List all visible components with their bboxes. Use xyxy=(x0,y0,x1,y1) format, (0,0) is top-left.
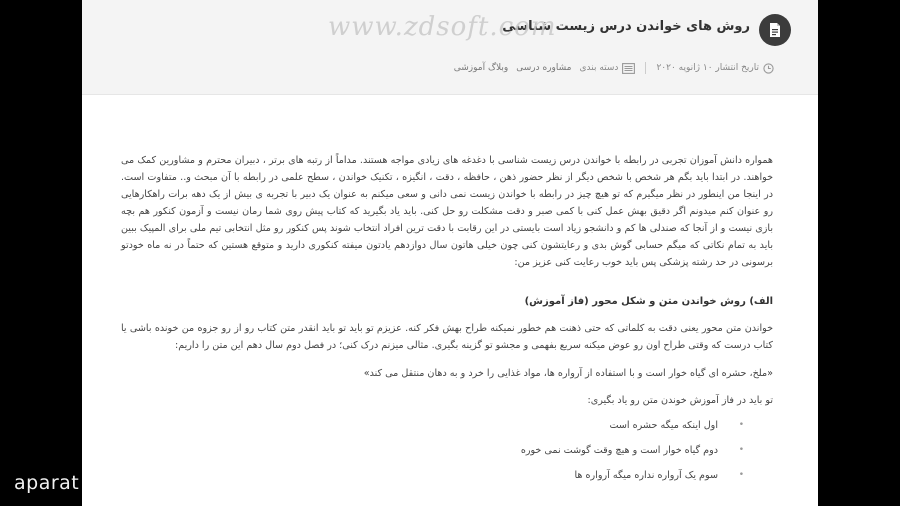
list-item: • اول اینکه میگه حشره است xyxy=(121,417,718,434)
article-page xyxy=(82,0,818,506)
aparat-watermark: aparat xyxy=(14,472,80,494)
list-item: • سوم یک آرواره نداره میگه آرواره ها xyxy=(121,467,718,484)
intro-paragraph: همواره دانش آموزان تجربی در رابطه با خواندن درس زیست شناسی با دغدغه های زیادی مواجه هستند. مداماً از رتبه های برتر ، دبیران محترم و مشاورین کمک می خواهند. در ابتدا باید بگم هر شخص با شخص دیگر از نظر حضور ذهن ، حافظه ، دقت ، انگیزه ، تکنیک خواندن ، سطح علمی در رابطه با آن مبحث و.. متفاوت است. در اینجا من اینطور در نظر میگیرم که تو هیچ چیز در رابطه با خواندن زیست نمی دانی و سعی میکنم به عنوان یک دبیر با تجربه ی بیش از یک دهه برات راهکارهایی رو عنوان کنم میدونم اگر دقیق بهش عمل کنی با کمی صبر و دقت مشکلت رو حل کنی. باید یاد بگیرید که کتاب پیش روی شما رمان نیست و آزمون کنکور هم بچه بازی نیست و از آنجا که صندلی ها کم و دانشجو زیاد است بایستی در این رقابت با دقت ترین افراد انتخاب شوند پس کنکور رو مثل انتخابی تیم ملی برای المپیک ببین باید به تمام نکاتی که میگم حسابی گوش بدی و رعایتشون کنی چون خیلی هاتون سال دوازدهم یادتون میفته کنکوری دارید و متوقع هستین که حتماً در نه ماه خودتو برسونی در حد رشته پزشکی پس باید خوب رعایت کنی عزیز من: xyxy=(121,155,773,268)
document-icon xyxy=(759,14,791,46)
letterbox-left xyxy=(0,0,82,506)
bullet-list xyxy=(121,417,773,484)
quote-paragraph: «ملخ، حشره ای گیاه خوار است و با استفاده از آرواره ها، مواد غذایی را خرد و به دهان منتقل می کند» xyxy=(363,368,773,379)
text-paragraph: خواندن متن محور یعنی دقت به کلماتی که حتی ذهنت هم خطور نمیکنه طراح بهش فکر کنه. عزیزم تو باید تو باید انقدر متن کتاب رو از رو جزوه من خونده باشی یا کتاب درست که وقتی طراح اون رو عوض میکنه سریع بفهمی و مجشو تو گزینه بگیری. مثالی میزنم درک کنی؛ در فصل دوم سال دهم این متن را داریم: xyxy=(121,323,773,351)
meta-divider xyxy=(645,62,646,74)
post-meta xyxy=(446,62,774,74)
publish-date: تاریخ انتشار ۱۰ ژانویه ۲۰۲۰ xyxy=(656,63,759,73)
post-title: روش های خواندن درس زیست شناسی xyxy=(502,19,750,34)
clock-icon xyxy=(763,63,774,74)
category-link-counseling[interactable]: مشاوره درسی xyxy=(516,63,572,73)
category-label: دسته بندی xyxy=(579,63,619,73)
site-watermark: www.zdsoft.com xyxy=(328,12,557,42)
section-heading: الف) روش خواندن متن و شکل محور (فاز آموزش) xyxy=(524,296,773,307)
letterbox-right xyxy=(818,0,900,506)
list-item: • دوم گیاه خوار است و هیچ وقت گوشت نمی خوره xyxy=(121,442,718,459)
category-icon xyxy=(622,63,635,74)
article-content xyxy=(121,152,773,492)
category-link-blog[interactable]: وبلاگ آموزشی xyxy=(453,63,509,73)
list-lead: تو باید در فاز آموزش خوندن متن رو یاد بگیری: xyxy=(587,395,773,406)
post-header xyxy=(82,0,818,95)
